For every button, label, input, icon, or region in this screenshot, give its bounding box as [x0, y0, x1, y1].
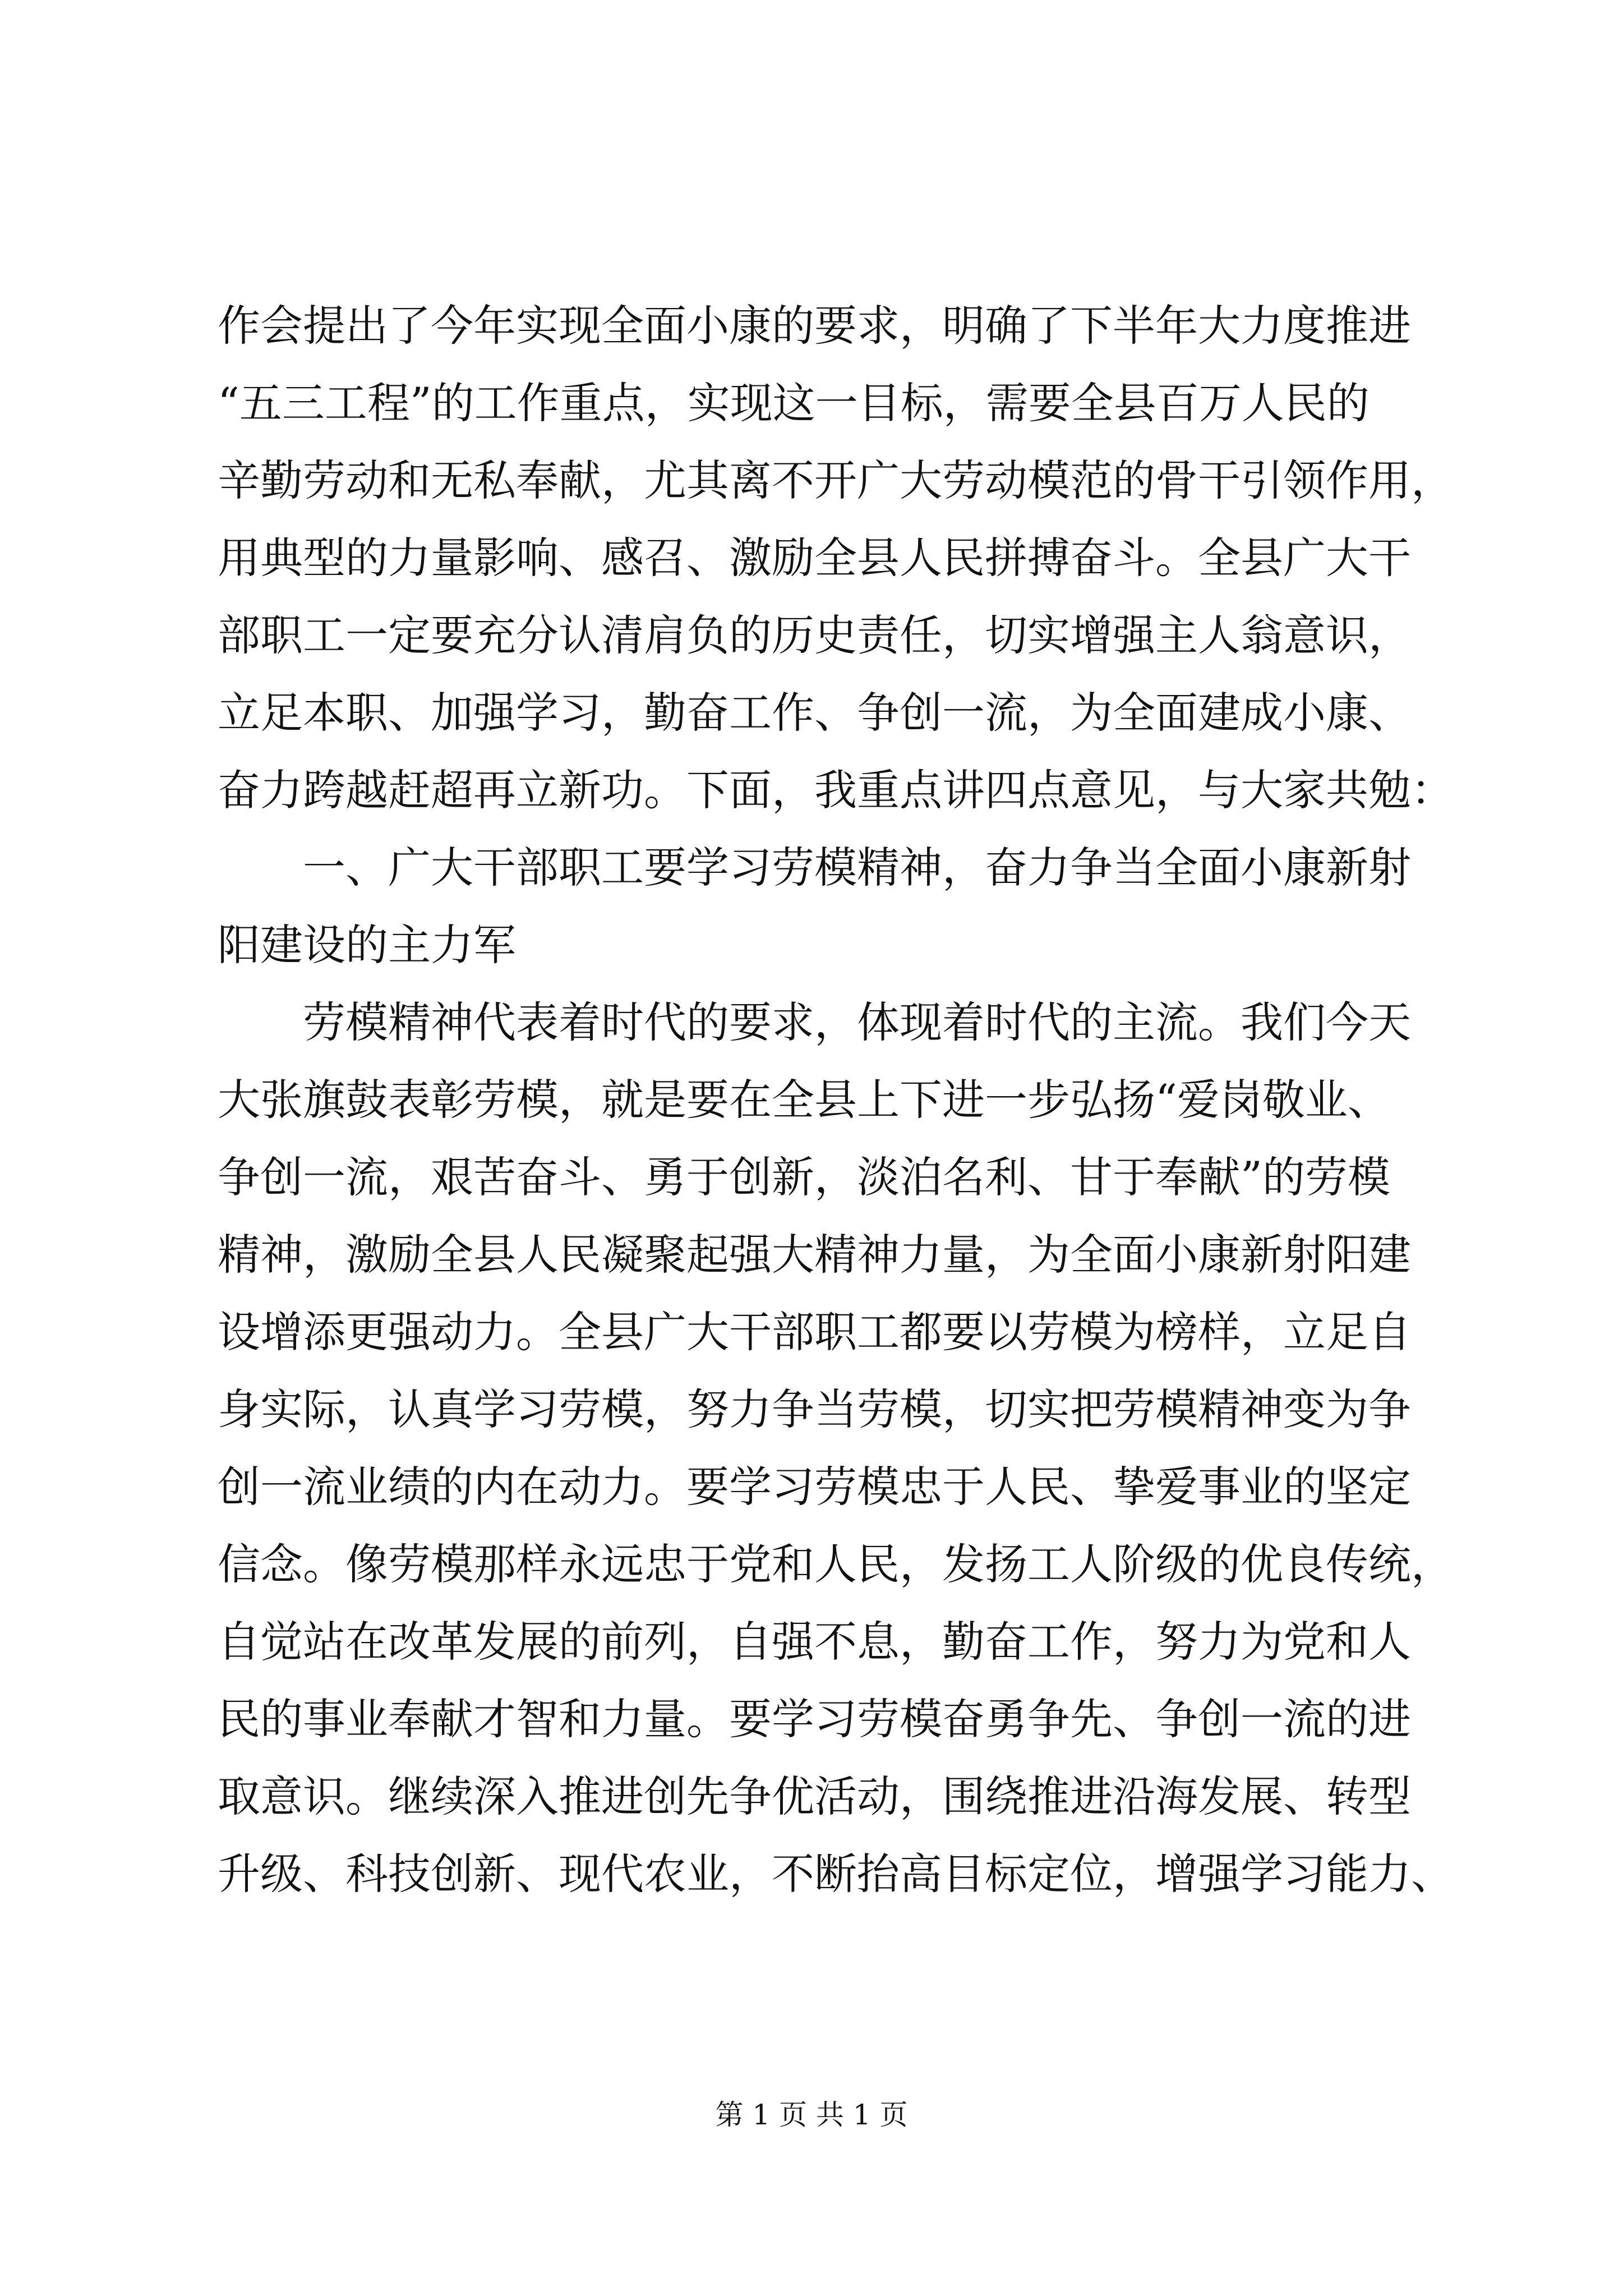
text-line: 民的事业奉献才智和力量。要学习劳模奋勇争先、争创一流的进 [218, 1694, 1411, 1744]
text-line: 身实际，认真学习劳模，努力争当劳模，切实把劳模精神变为争 [218, 1384, 1411, 1434]
text-line: 自觉站在改革发展的前列，自强不息，勤奋工作，努力为党和人 [218, 1617, 1411, 1667]
text-line: 部职工一定要充分认清肩负的历史责任，切实增强主人翁意识， [218, 610, 1411, 660]
page-footer [0, 2095, 1623, 2134]
document-body [218, 287, 1468, 1913]
text-line: 升级、科技创新、现代农业，不断抬高目标定位，增强学习能力、 [218, 1849, 1454, 1899]
text-line: 大张旗鼓表彰劳模，就是要在全县上下进一步弘扬“爱岗敬业、 [218, 1075, 1390, 1125]
text-line: 设增添更强动力。全县广大干部职工都要以劳模为榜样，立足自 [218, 1307, 1411, 1357]
text-line: 用典型的力量影响、感召、激励全县人民拼搏奋斗。全县广大干 [218, 533, 1411, 583]
text-line: 劳模精神代表着时代的要求，体现着时代的主流。我们今天 [303, 997, 1411, 1047]
text-line: 取意识。继续深入推进创先争优活动，围绕推进沿海发展、转型 [218, 1772, 1411, 1821]
section-heading-line: 阳建设的主力军 [218, 920, 516, 970]
text-line: 争创一流，艰苦奋斗、勇于创新，淡泊名利、甘于奉献”的劳模 [218, 1152, 1390, 1202]
text-line: 奋力跨越赶超再立新功。下面，我重点讲四点意见，与大家共勉： [218, 765, 1454, 815]
text-line: 立足本职、加强学习，勤奋工作、争创一流，为全面建成小康、 [218, 688, 1411, 738]
text-line: 辛勤劳动和无私奉献，尤其离不开广大劳动模范的骨干引领作用， [218, 455, 1454, 505]
text-line: 精神，激励全县人民凝聚起强大精神力量，为全面小康新射阳建 [218, 1230, 1411, 1280]
text-line: 信念。像劳模那样永远忠于党和人民，发扬工人阶级的优良传统， [218, 1539, 1454, 1589]
page-number-label: 第 1 页 共 1 页 [715, 2099, 908, 2131]
text-line: 创一流业绩的内在动力。要学习劳模忠于人民、挚爱事业的坚定 [218, 1462, 1411, 1512]
text-line: “五三工程”的工作重点，实现这一目标，需要全县百万人民的 [218, 378, 1370, 428]
text-line: 作会提出了今年实现全面小康的要求，明确了下半年大力度推进 [218, 301, 1411, 351]
section-heading-line: 一、广大干部职工要学习劳模精神，奋力争当全面小康新射 [303, 843, 1411, 892]
